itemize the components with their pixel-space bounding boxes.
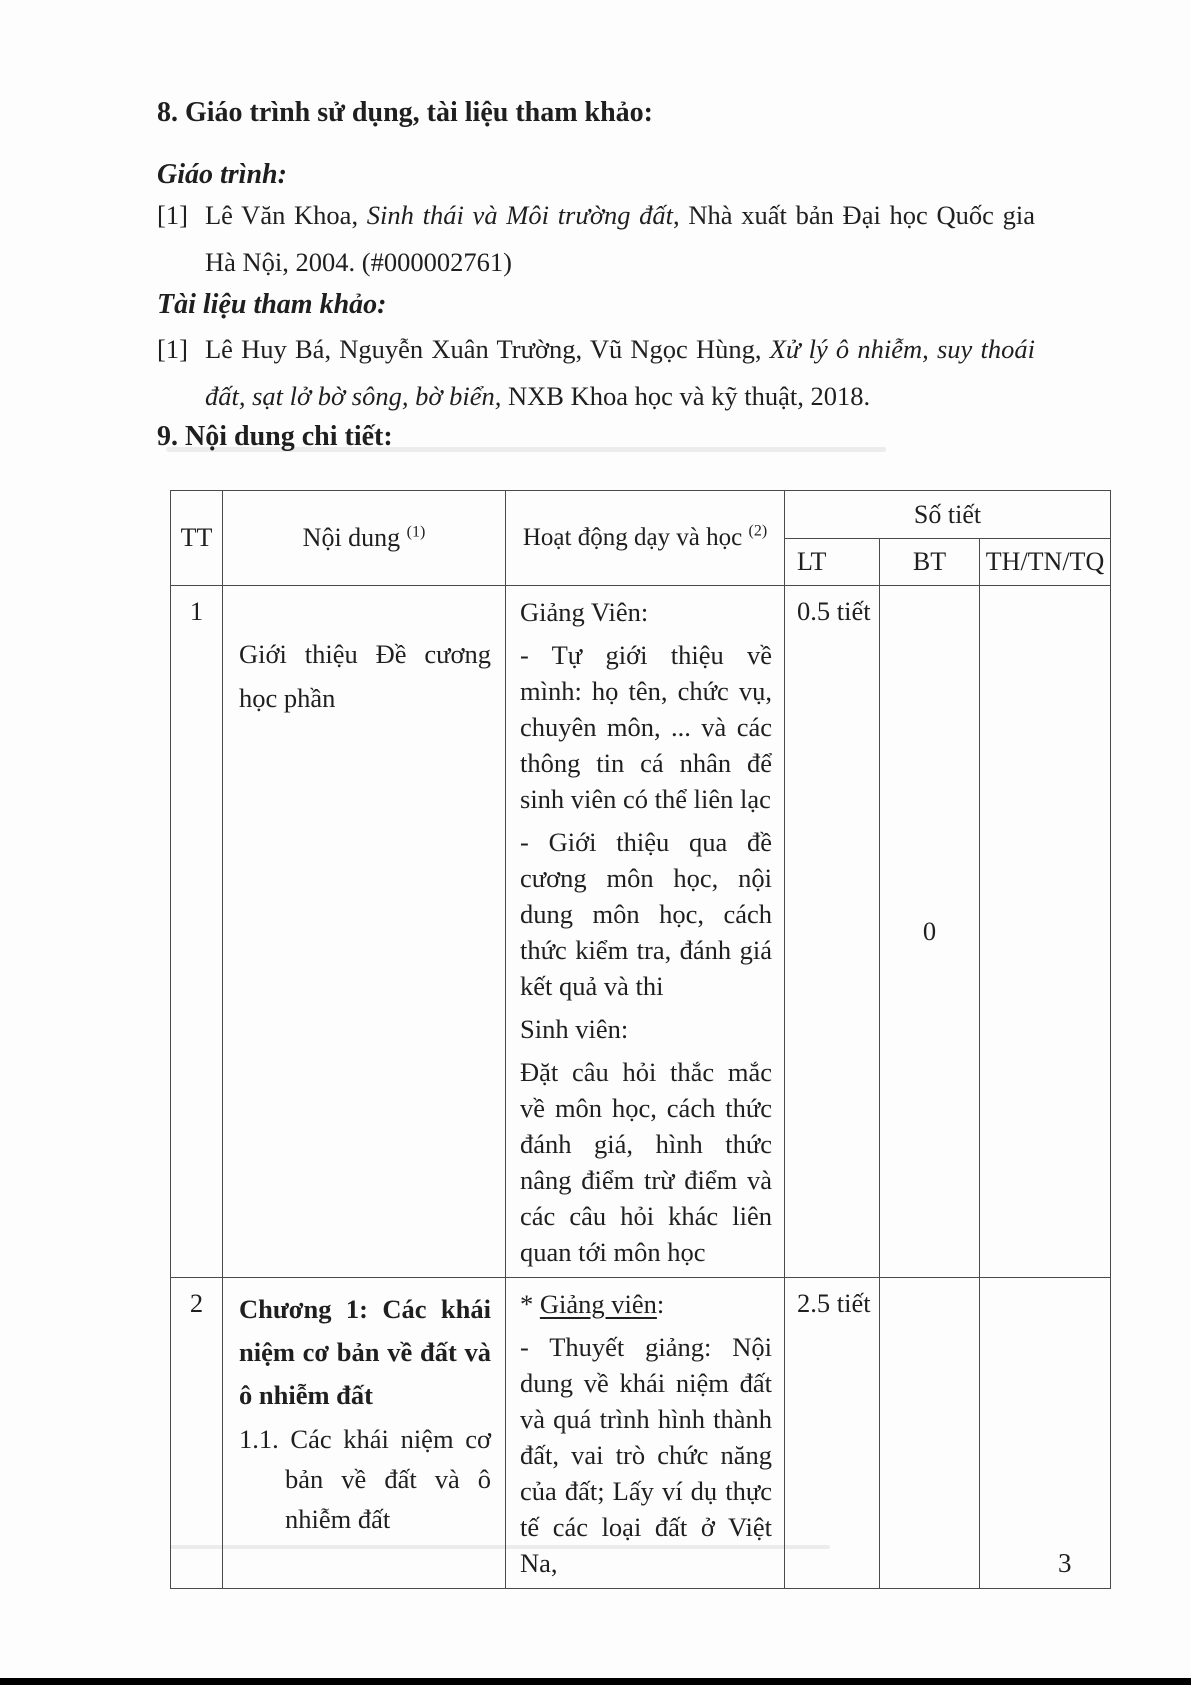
role-prefix: * [520,1289,540,1319]
chapter-subitem: 1.1. Các khái niệm cơ bản về đất và ô nhiễm đất [239,1424,491,1534]
activity-paragraph: - Tự giới thiệu về mình: họ tên, chức vụ, chuyên môn, ... và các thông tin cá nhân để sinh viên có thể liên lạc [520,640,772,814]
row-number: 1 [171,586,223,1278]
row-th-cell [980,586,1111,1278]
bottom-black-bar [0,1678,1191,1685]
row-bt-cell [880,1278,980,1589]
header-hoat-dong-label: Hoạt động dạy và học [522,524,743,551]
row-th-cell [980,1278,1111,1589]
reference-item [157,326,1035,420]
header-tt: TT [171,491,223,586]
reference-marker: [1] [157,334,188,364]
activity-paragraph: Sinh viên: [520,1014,629,1044]
row-activities-cell [506,1278,785,1589]
row-topic-cell [223,586,506,1278]
reference-authors: Lê Huy Bá, Nguyễn Xuân Trường, Vũ Ngọc Hùng, [205,334,770,364]
references-label: Tài liệu tham khảo: [157,289,387,320]
role-label: Giảng viên [539,1289,657,1319]
chapter-title: Chương 1: Các khái niệm cơ bản về đất và ô nhiễm đất [239,1294,491,1410]
page-number: 3 [1058,1548,1072,1578]
activity-paragraph: Giảng Viên: [520,597,649,627]
reference-publisher: , Nhà xuất bản Đại học Quốc gia Hà Nội, 2004. (#000002761) [205,200,1036,277]
reference-title: Xử lý ô nhiễm, suy thoái đất, sạt lở bờ sông, bờ biển, [205,334,1035,411]
header-so-tiet: Số tiết [785,491,1111,539]
row-number: 2 [171,1278,223,1589]
header-noi-dung-note: (1) [406,523,426,541]
activity-paragraph: - Giới thiệu qua đề cương môn học, nội dung môn học, cách thức kiểm tra, đánh giá kết quả và thi [520,827,772,1001]
section-8-heading: 8. Giáo trình sử dụng, tài liệu tham khảo: [157,97,654,128]
row-topic-cell [223,1278,506,1589]
table-row [171,1278,1111,1589]
header-noi-dung [223,491,506,586]
textbook-label: Giáo trình: [157,159,287,190]
row-activities-cell [506,586,785,1278]
row-bt-cell: 0 [880,586,980,1278]
role-suffix: : [656,1289,665,1319]
header-th-tn-tq: TH/TN/TQ [980,539,1111,586]
table-row [171,586,1111,1278]
reference-marker: [1] [157,200,188,230]
activity-paragraph: - Thuyết giảng: Nội dung về khái niệm đất và quá trình hình thành đất, vai trò chức năng của đất; Lấy ví dụ thực tế các loại đất ở Việt Na, [520,1332,772,1578]
activity-role-line [520,1286,772,1322]
topic-text: Giới thiệu Đề cương học phần [239,639,491,713]
header-bt: BT [880,539,980,586]
course-content-table [170,490,1111,1589]
page-content [157,96,1105,1589]
reference-title: Sinh thái và Môi trường đất [366,200,674,230]
section-9-heading: 9. Nội dung chi tiết: [157,421,393,452]
row-lt-cell: 0.5 tiết [785,586,880,1278]
header-hoat-dong [506,491,785,586]
reference-publisher: NXB Khoa học và kỹ thuật, 2018. [501,381,871,411]
activity-paragraph: Đặt câu hỏi thắc mắc về môn học, cách thức đánh giá, hình thức nâng điểm trừ điểm và các câu hỏi khác liên quan tới môn học [520,1057,772,1267]
reference-authors: Lê Văn Khoa, [205,200,367,230]
header-noi-dung-label: Nội dung [302,523,401,552]
header-hoat-dong-note: (2) [748,522,768,540]
header-lt: LT [785,539,880,586]
row-lt-cell: 2.5 tiết [785,1278,880,1589]
textbook-reference [157,192,1035,286]
